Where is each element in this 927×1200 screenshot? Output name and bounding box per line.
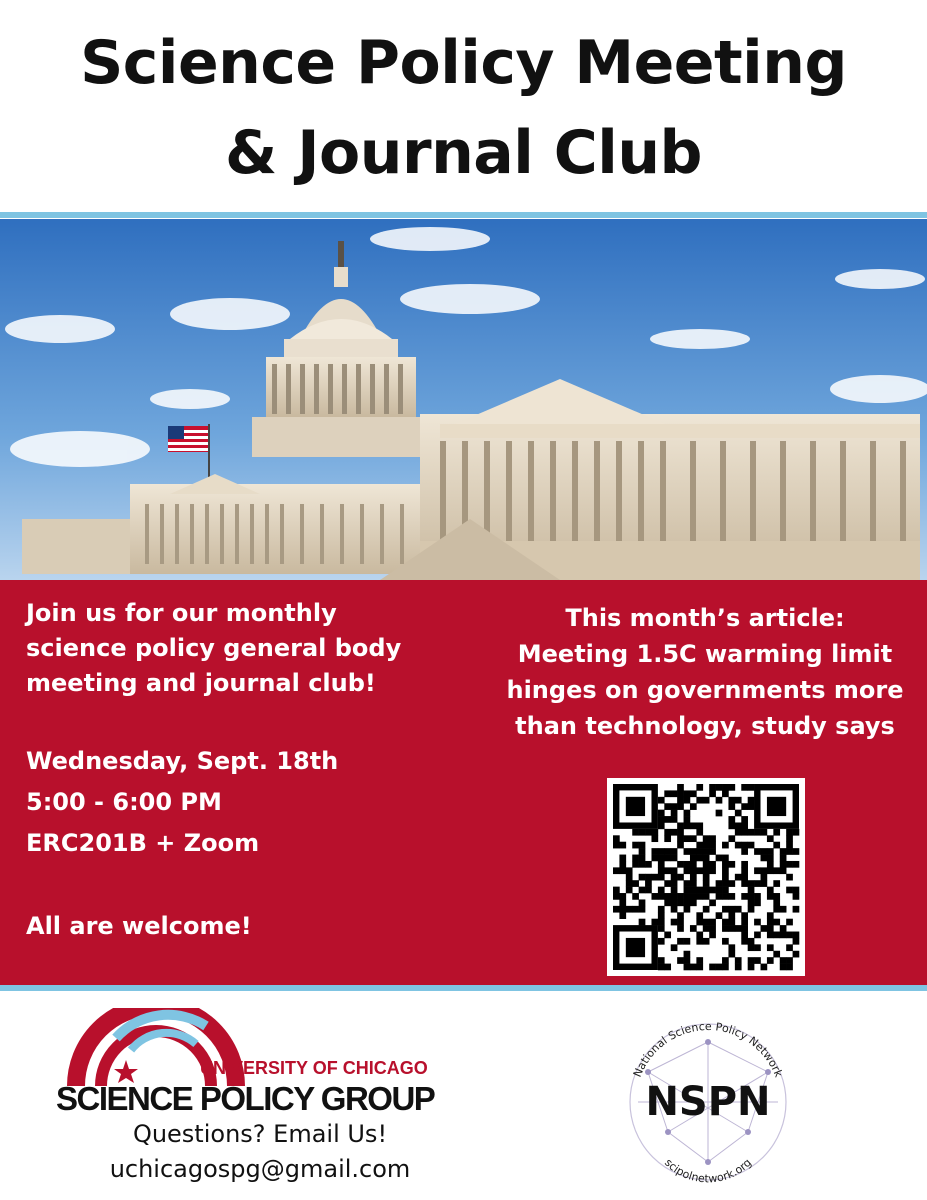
nspn-acronym: NSPN [645,1079,771,1125]
spg-block [50,1000,470,1200]
capitol-building-photo [0,219,927,580]
event-date: Wednesday, Sept. 18th [26,747,339,775]
article-info [490,600,920,744]
title-line-1: Science Policy Meeting [80,28,847,98]
nspn-url: scipolnetwork.org [662,1156,754,1186]
contact-email[interactable]: uchicagospg@gmail.com [109,1155,411,1183]
event-details [26,596,466,944]
article-line-1: Meeting 1.5C warming limit [517,640,893,668]
page-title [0,18,927,198]
details-panel [0,580,927,985]
bottom-divider [0,985,927,991]
intro-line-1: Join us for our monthly [26,599,337,627]
questions-prompt: Questions? Email Us! [132,1120,388,1148]
welcome-note: All are welcome! [26,912,252,940]
qr-code-icon[interactable] [607,778,805,976]
nspn-globe-logo [608,1012,808,1192]
event-location: ERC201B + Zoom [26,829,260,857]
title-line-2: & Journal Club [225,118,702,188]
org-name-line-1: UNIVERSITY OF CHICAGO [200,1058,428,1078]
article-line-2: hinges on governments more [506,676,904,704]
top-divider [0,212,927,218]
intro-line-2: science policy general body [26,634,402,662]
event-time: 5:00 - 6:00 PM [26,788,222,816]
intro-line-3: meeting and journal club! [26,669,376,697]
nspn-arc-text: National Science Policy Network [630,1019,786,1080]
article-line-3: than technology, study says [515,712,895,740]
capitol-photo [0,219,927,580]
article-heading: This month’s article: [565,604,845,632]
org-name-line-2: SCIENCE POLICY GROUP [56,1080,435,1117]
